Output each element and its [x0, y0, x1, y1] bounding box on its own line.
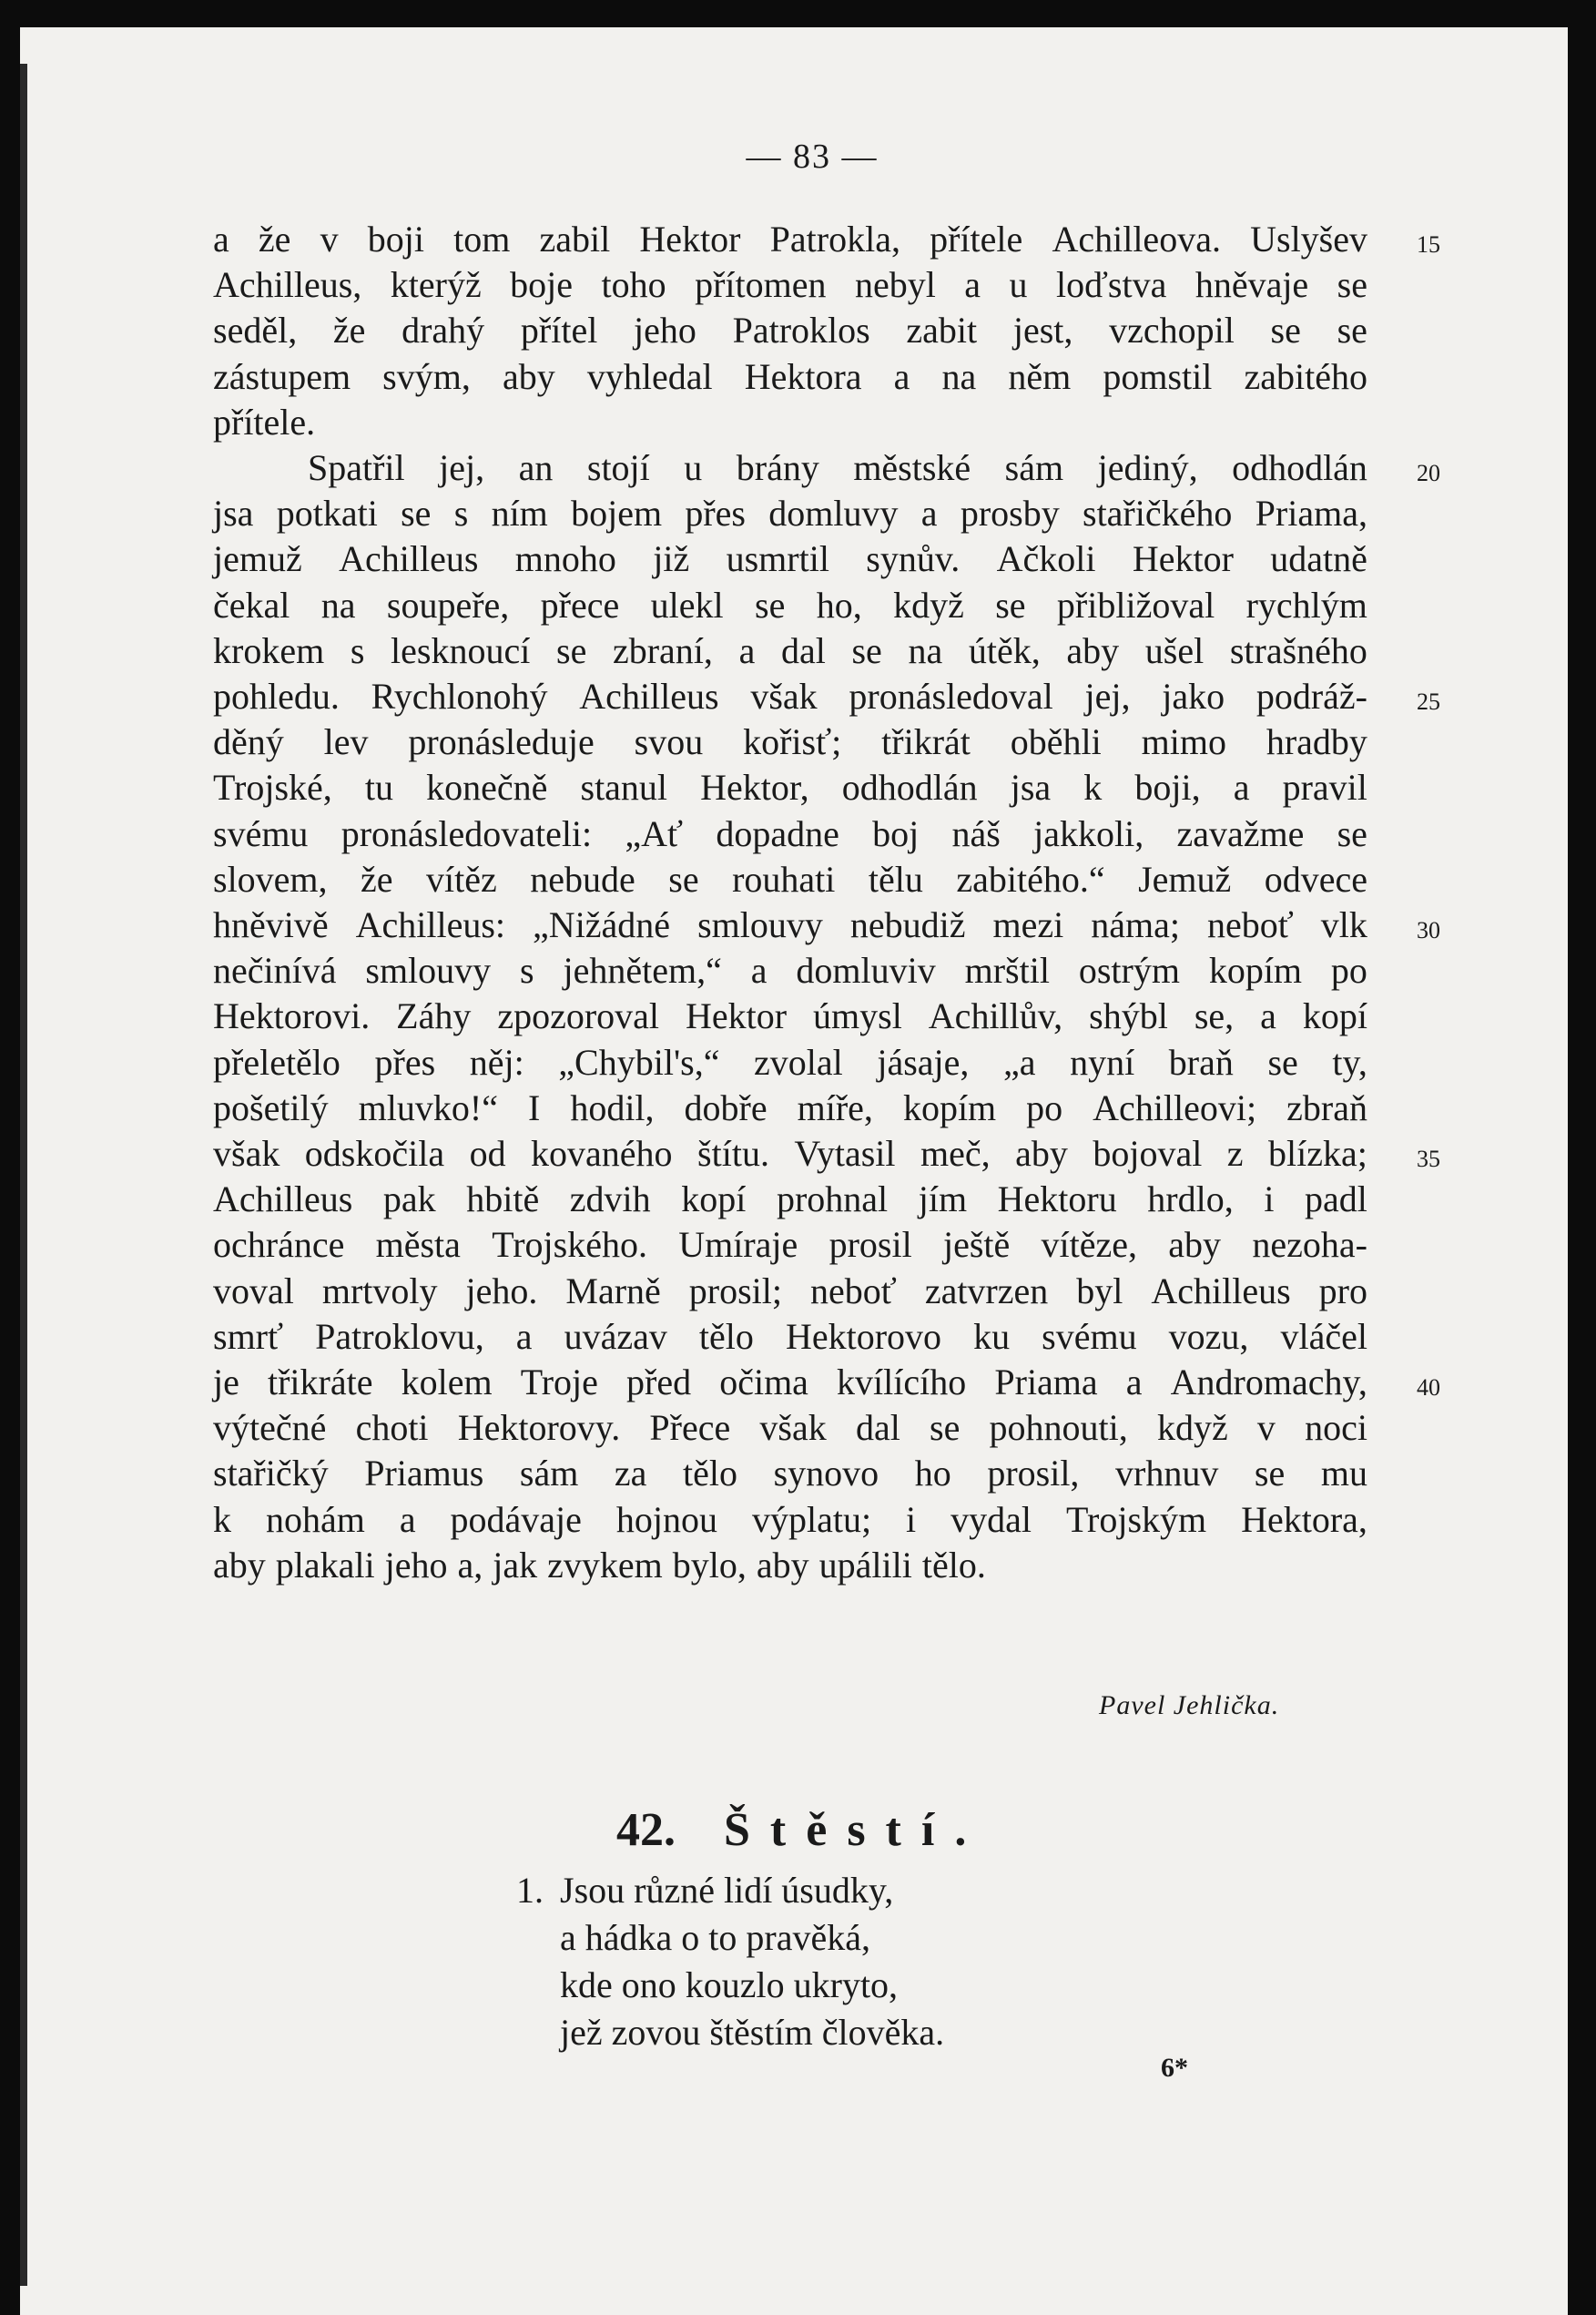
text-line: přeletělo přes něj: „Chybil's,“ zvolal jásaje, „a nyní braň se ty,	[213, 1041, 1367, 1083]
poem-line	[516, 1914, 944, 1962]
section-title: Štěstí.	[724, 1804, 987, 1856]
text-line: pošetilý mluvko!“ I hodil, dobře míře, kopím po Achilleovi; zbraň	[213, 1086, 1367, 1128]
text-line: svému pronásledovateli: „Ať dopadne boj náš jakkoli, zavažme se	[213, 812, 1367, 854]
text-line: pohledu. Rychlonohý Achilleus však pronásledoval jej, jako podráž- 25	[213, 674, 1367, 719]
stanza-number	[516, 1962, 560, 2009]
text-line: jemuž Achilleus mnoho již usmrtil synův. Ačkoli Hektor udatně	[213, 538, 1367, 580]
text-line: stařičký Priamus sám za tělo synovo ho prosil, vrhnuv se mu	[213, 1453, 1367, 1494]
poem-stanza	[516, 1867, 944, 2056]
text-line: aby plakali jeho a, jak zvykem bylo, aby upálili tělo.	[213, 1544, 986, 1586]
text-line: však odskočila od kovaného štítu. Vytasil meč, aby bojoval z blízka; 35	[213, 1131, 1367, 1177]
text-line: přítele.	[213, 401, 316, 443]
text-line: čekal na soupeře, přece ulekl se ho, když se přibližoval rychlým	[213, 584, 1367, 626]
stanza-number	[516, 1914, 560, 1962]
text-line: krokem s lesknoucí se zbraní, a dal se na útěk, aby ušel strašného	[213, 629, 1367, 671]
paragraph	[213, 217, 1440, 445]
text-line: Trojské, tu konečně stanul Hektor, odhodlán jsa k boji, a pravil	[213, 767, 1367, 809]
text-line: voval mrtvoly jeho. Marně prosil; neboť zatvrzen byl Achilleus pro	[213, 1270, 1367, 1311]
body-text	[213, 217, 1440, 1588]
line-number: 25	[1417, 688, 1440, 716]
text-line: Achilleus, kterýž boje toho přítomen nebyl a u loďstva hněvaje se	[213, 264, 1367, 306]
text-line: výtečné choti Hektorovy. Přece však dal se pohnouti, když v noci	[213, 1407, 1367, 1449]
section-number: 42.	[616, 1804, 676, 1856]
text-line: je třikráte kolem Troje před očima kvílícího Priama a Andromachy, 40	[213, 1360, 1367, 1405]
poem-line	[516, 1867, 944, 1914]
text-line: ochránce města Trojského. Umíraje prosil ještě vítěze, aby nezoha-	[213, 1224, 1367, 1266]
book-page	[20, 27, 1568, 2315]
poem-line	[516, 2009, 944, 2056]
text-line: a že v boji tom zabil Hektor Patrokla, přítele Achilleova. Uslyšev 15	[213, 217, 1367, 262]
text-line: slovem, že vítěz nebude se rouhati tělu zabitého.“ Jemuž odvece	[213, 858, 1367, 900]
line-number: 30	[1417, 917, 1440, 944]
text-line: zástupem svým, aby vyhledal Hektora a na něm pomstil zabitého	[213, 355, 1367, 397]
text-line: Achilleus pak hbitě zdvih kopí prohnal jím Hektoru hrdlo, i padl	[213, 1178, 1367, 1220]
text-line: jsa potkati se s ním bojem přes domluvy a prosby stařičkého Priama,	[213, 493, 1367, 535]
poem-line-text: jež zovou štěstím člověka.	[560, 2012, 945, 2053]
text-line: k nohám a podávaje hojnou výplatu; i vydal Trojským Hektora,	[213, 1498, 1367, 1540]
stanza-number	[516, 2009, 560, 2056]
poem-line-text: kde ono kouzlo ukryto,	[560, 1964, 899, 2005]
printer-signature-mark: 6*	[1161, 2053, 1188, 2083]
text-line: nečinívá smlouvy s jehnětem,“ a domluviv mrštil ostrým kopím po	[213, 950, 1367, 992]
text-line: Spatřil jej, an stojí u brány městské sám jediný, odhodlán 20	[213, 445, 1367, 491]
text-line: hněvivě Achilleus: „Nižádné smlouvy nebudiž mezi náma; neboť vlk 30	[213, 903, 1367, 948]
poem-line-text: a hádka o to pravěká,	[560, 1917, 870, 1958]
section-heading	[616, 1803, 986, 1857]
stanza-number: 1.	[516, 1870, 544, 1911]
text-line: seděl, že drahý přítel jeho Patroklos zabit jest, vzchopil se se	[213, 310, 1367, 352]
line-number: 35	[1417, 1146, 1440, 1173]
line-number: 20	[1417, 460, 1440, 487]
line-number: 40	[1417, 1374, 1440, 1402]
text-line: Hektorovi. Záhy zpozoroval Hektor úmysl Achillův, shýbl se, a kopí	[213, 995, 1367, 1037]
text-line: smrť Patroklovu, a uvázav tělo Hektorovo ku svému vozu, vláčel	[213, 1315, 1367, 1357]
poem-line	[516, 1962, 944, 2009]
line-number: 15	[1417, 231, 1440, 258]
text-line: děný lev pronásleduje svou kořisť; třikrát oběhli mimo hradby	[213, 721, 1367, 763]
author-signature: Pavel Jehlička.	[1099, 1690, 1280, 1720]
page-edge-shadow	[20, 64, 27, 2286]
page-number: — 83 —	[746, 138, 879, 176]
paragraph	[213, 445, 1440, 1588]
poem-line-text: Jsou různé lidí úsudky,	[560, 1870, 894, 1911]
